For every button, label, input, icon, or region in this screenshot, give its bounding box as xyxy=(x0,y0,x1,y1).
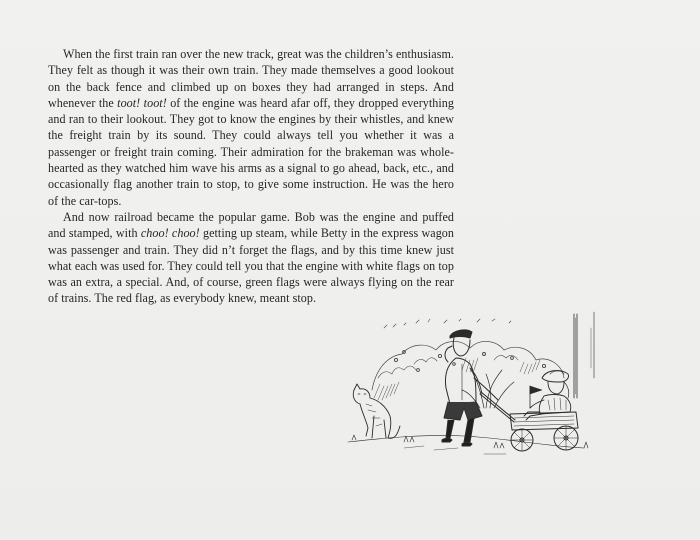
paragraph-2 xyxy=(48,209,454,307)
paragraph-1 xyxy=(48,46,454,209)
paragraph-1-italic-toot: toot! toot! xyxy=(117,95,167,110)
fence-post xyxy=(574,312,594,398)
paragraph-1-text-a: When the first train ran over the new track, great was the children’s enthusiasm. They felt as though it was their own train. They made themselves a good lookout on the back fence and climbed up on boxes they had arranged in steps. And whenever the xyxy=(48,47,454,110)
boy-pulling-wagon-illustration xyxy=(344,308,606,468)
wagon-handle xyxy=(480,392,515,422)
paragraph-2-text-a: And now railroad became the popular game. Bob was the engine and puffed and stamped, with xyxy=(48,209,454,241)
page-text xyxy=(48,46,454,307)
paragraph-2-text-b: getting up steam, while Betty in the express wagon was passenger and train. They did n’t forget the flags, and by this time knew just what each was used for. They could tell you that the engine with white flags on top was an extra, a special. And, of course, green flags were always flying on the rear of trains. The red flag, as everybody knew, meant stop. xyxy=(48,226,454,306)
paragraph-1-text-b: of the engine was heard afar off, they dropped everything and ran to their lookout. They got to know the engines by their whistles, and knew the freight train by its sound. They could always tell you whether it was a passenger or freight train coming. Their admiration for the brakeman was whole-hearted as they watched him wave his arms as a signal to go ahead, back, etc., and occasionally flag another train to stop, to give some instruction. He was the hero of the car-tops. xyxy=(48,95,454,208)
paragraph-2-italic-choo: choo! choo! xyxy=(140,226,200,241)
wagon-figure xyxy=(510,412,578,451)
